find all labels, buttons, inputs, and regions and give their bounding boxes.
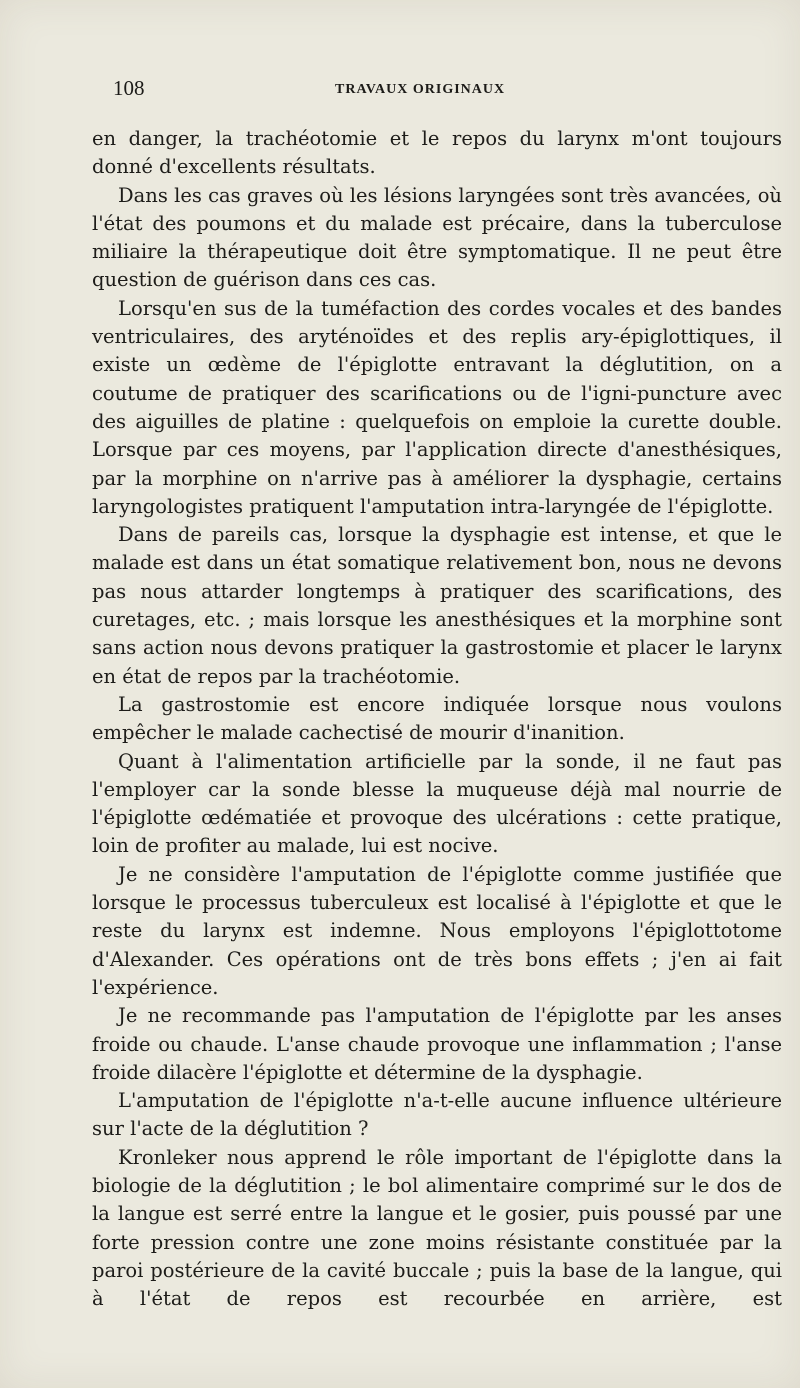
paragraph: Kronleker nous apprend le rôle important de l'épiglotte dans la biologie de la déglutition ; le bol alimentaire comprimé sur le dos de la langue est serré entre la langue et le gosier, puis poussé par une forte pression contre une zone moins résistante constituée par la paroi postérieure de la cavité buccale ; puis la base de la langue, qui à l'état de repos est recourbée en arrière, est: [92, 1145, 782, 1311]
paragraph: Lorsqu'en sus de la tuméfaction des cordes vocales et des bandes ventriculaires, des aryténoïdes et des replis ary-épiglottiques, il existe un œdème de l'épiglotte entravant la déglutition, on a coutume de pratiquer des scarifications ou de l'igni-puncture avec des aiguilles de platine : quelquefois on emploie la curette double. Lorsque par ces moyens, par l'application directe d'anesthésiques, par la morphine on n'arrive pas à améliorer la dysphagie, certains laryngologistes pratiquent l'amputation intra-laryngée de l'épiglotte.: [92, 296, 782, 518]
paragraph: La gastrostomie est encore indiquée lorsque nous voulons empêcher le malade cachectisé de mourir d'inanition.: [92, 692, 782, 745]
paragraph: Quant à l'alimentation artificielle par la sonde, il ne faut pas l'employer car la sonde blesse la muqueuse déjà mal nourrie de l'épiglotte œdématiée et provoque des ulcérations : cette pratique, loin de profiter au malade, lui est nocive.: [92, 749, 782, 858]
paragraph: L'amputation de l'épiglotte n'a-t-elle aucune influence ultérieure sur l'acte de la déglutition ?: [92, 1089, 782, 1141]
paragraph: en danger, la trachéotomie et le repos du larynx m'ont toujours donné d'excellents résultats.: [92, 127, 782, 179]
paragraph: Je ne recommande pas l'amputation de l'épiglotte par les anses froide ou chaude. L'anse chaude provoque une inflammation ; l'anse froide dilacère l'épiglotte et détermine de la dysphagie.: [92, 1004, 782, 1084]
page-number: 108: [113, 76, 145, 100]
body-text: [92, 125, 782, 1313]
paragraph: Dans les cas graves où les lésions laryngées sont très avancées, où l'état des poumons et du malade est précaire, dans la tuberculose miliaire la thérapeutique doit être symptomatique. Il ne peut être question de guérison dans ces cas.: [92, 183, 782, 292]
page-header: [95, 76, 785, 102]
running-title: TRAVAUX ORIGINAUX: [335, 82, 506, 97]
paragraph: Dans de pareils cas, lorsque la dysphagie est intense, et que le malade est dans un état somatique relativement bon, nous ne devons pas nous attarder longtemps à pratiquer des scarifications, des curetages, etc. ; mais lorsque les anesthésiques et la morphine sont sans action nous devons pratiquer la gastrostomie et placer le larynx en état de repos par la trachéotomie.: [92, 523, 782, 688]
paragraph: Je ne considère l'amputation de l'épiglotte comme justifiée que lorsque le processus tuberculeux est localisé à l'épiglotte et que le reste du larynx est indemne. Nous employons l'épiglottotome d'Alexander. Ces opérations ont de très bons effets ; j'en ai fait l'expérience.: [92, 862, 782, 999]
